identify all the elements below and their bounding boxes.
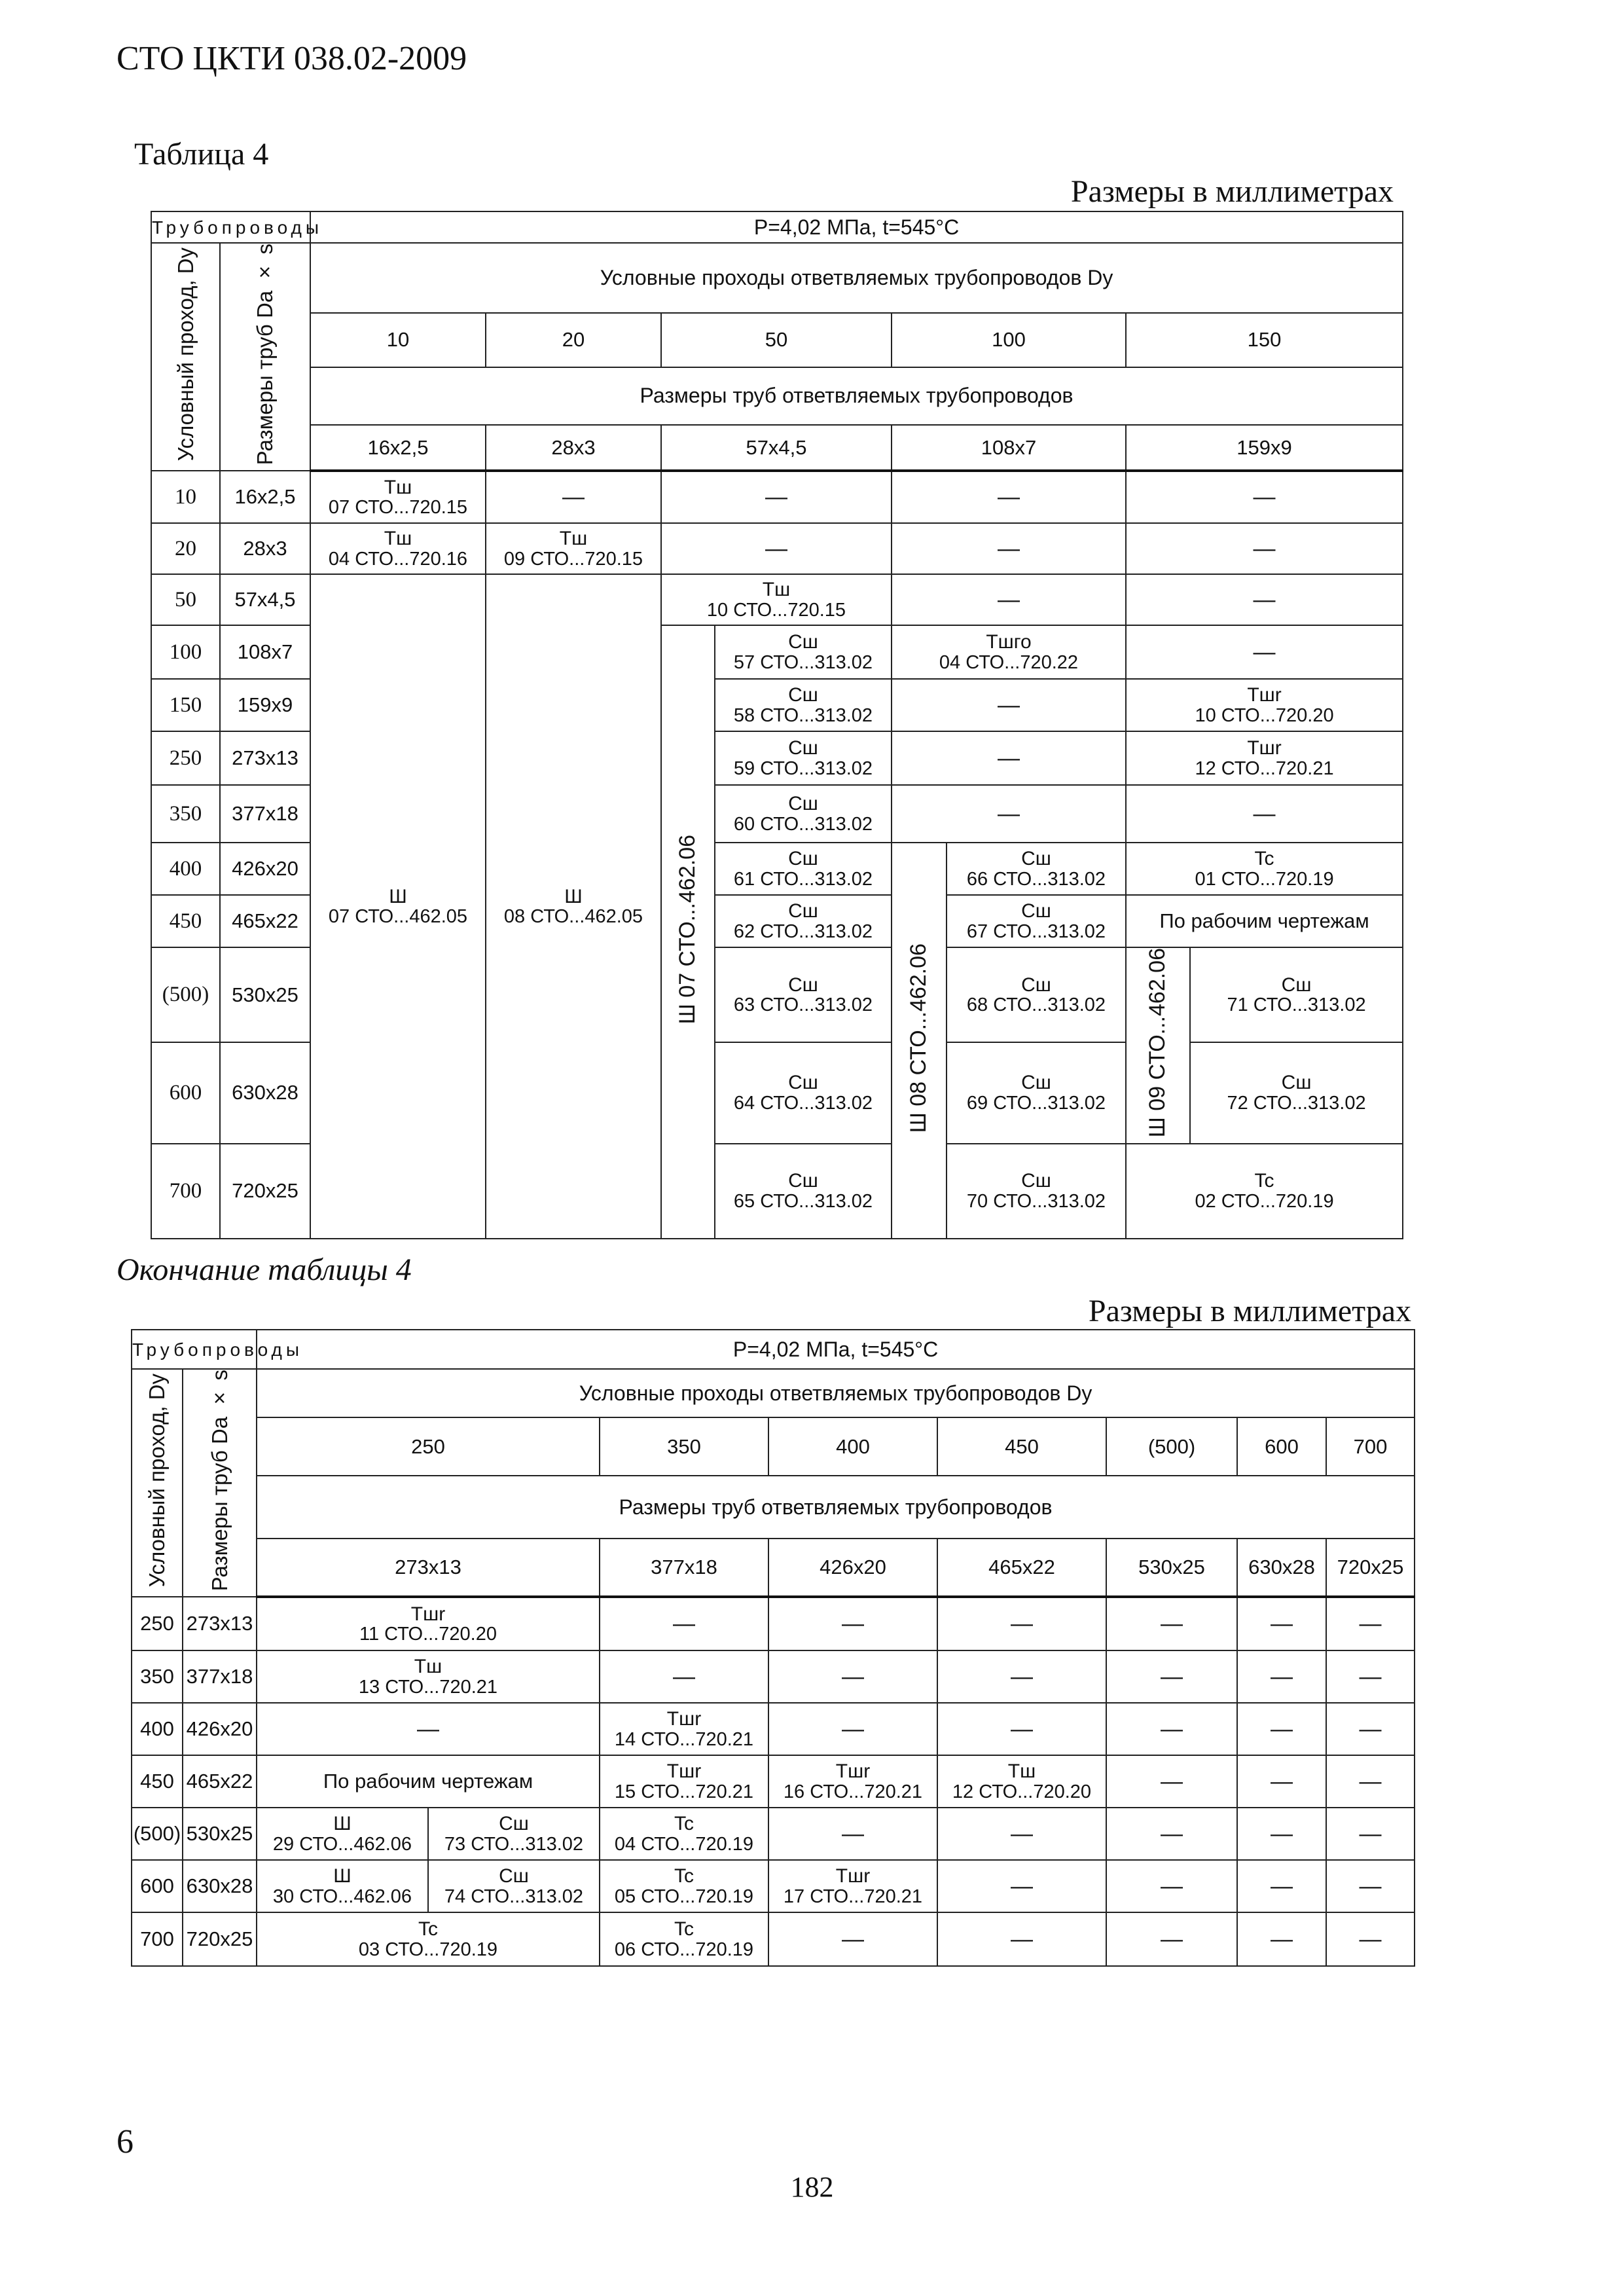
fitting-cell: Tшго 04 СТО...720.22 [892, 625, 1126, 679]
fitting-cell: Tшr 14 СТО...720.21 [600, 1703, 768, 1755]
row-size: 273x13 [183, 1597, 257, 1650]
row-size: 57x4,5 [220, 574, 310, 625]
row-size: 377x18 [183, 1650, 257, 1703]
branch-dy-header: Условные проходы ответвляемых трубопроводов Dy [310, 243, 1403, 313]
empty-cell: — [892, 679, 1126, 731]
table-row [132, 1597, 1415, 1650]
empty-cell: — [1237, 1808, 1326, 1860]
fitting-cell: Сш 63 СТО...313.02 [715, 947, 892, 1042]
fitting-cell: Tc 02 СТО...720.19 [1126, 1144, 1403, 1239]
fitting-cell: Ш 30 СТО...462.06 [257, 1860, 428, 1912]
empty-cell: — [1126, 625, 1403, 679]
empty-cell: — [1237, 1755, 1326, 1808]
working-drawings-cell: По рабочим чертежам [1126, 895, 1403, 947]
row-size: 530x25 [220, 947, 310, 1042]
row-dn: 600 [151, 1042, 220, 1144]
size-header: 16x2,5 [310, 425, 486, 471]
row-size: 273x13 [220, 731, 310, 785]
empty-cell: — [1237, 1860, 1326, 1912]
empty-cell: — [768, 1912, 937, 1966]
fitting-cell: Сш 61 СТО...313.02 [715, 843, 892, 895]
pipelines-label: Трубопроводы [151, 211, 310, 243]
empty-cell: — [1326, 1755, 1415, 1808]
empty-cell: — [937, 1808, 1106, 1860]
size-header: 465x22 [937, 1539, 1106, 1597]
empty-cell: — [937, 1597, 1106, 1650]
table-row [132, 1755, 1415, 1808]
empty-cell: — [1106, 1597, 1237, 1650]
fitting-cell: Сш 70 СТО...313.02 [947, 1144, 1126, 1239]
size-header: 57x4,5 [661, 425, 892, 471]
fitting-cell: Tшr 12 СТО...720.21 [1126, 731, 1403, 785]
size-header: 377x18 [600, 1539, 768, 1597]
row-dn: 100 [151, 625, 220, 679]
empty-cell: — [1326, 1808, 1415, 1860]
empty-cell: — [892, 785, 1126, 843]
dn-header: (500) [1106, 1417, 1237, 1476]
dn-header: 100 [892, 313, 1126, 368]
row-size: 530x25 [183, 1808, 257, 1860]
row-size: 720x25 [220, 1144, 310, 1239]
empty-cell: — [892, 523, 1126, 574]
fitting-cell: Сш 74 СТО...313.02 [428, 1860, 600, 1912]
empty-cell: — [937, 1650, 1106, 1703]
fitting-cell: Tш 13 СТО...720.21 [257, 1650, 600, 1703]
dn-header: 250 [257, 1417, 600, 1476]
fitting-cell: Tш 04 СТО...720.16 [310, 523, 486, 574]
dn-header: 20 [486, 313, 661, 368]
empty-cell: — [892, 471, 1126, 523]
size-header: 273x13 [257, 1539, 600, 1597]
fitting-span-cell: Ш 08 СТО...462.05 [486, 574, 661, 1238]
fitting-cell: Tш 07 СТО...720.15 [310, 471, 486, 523]
table-4 [151, 211, 1403, 1239]
empty-cell: — [1326, 1597, 1415, 1650]
table-4-units: Размеры в миллиметрах [1070, 174, 1394, 209]
empty-cell: — [1106, 1755, 1237, 1808]
empty-cell: — [768, 1597, 937, 1650]
empty-cell: — [1106, 1808, 1237, 1860]
row-size: 108x7 [220, 625, 310, 679]
page-number-center: 182 [790, 2171, 834, 2203]
row-size: 16x2,5 [220, 471, 310, 523]
row-dn: (500) [151, 947, 220, 1042]
row-dn: (500) [132, 1808, 183, 1860]
fitting-cell: Ш 29 СТО...462.06 [257, 1808, 428, 1860]
empty-cell: — [1326, 1650, 1415, 1703]
fitting-cell: Tc 06 СТО...720.19 [600, 1912, 768, 1966]
empty-cell: — [892, 574, 1126, 625]
row-dy-header: Условный проход, Dy [151, 243, 220, 471]
table-row [132, 1860, 1415, 1912]
branch-size-header: Размеры труб ответвляемых трубопроводов [257, 1476, 1415, 1539]
empty-cell: — [1326, 1703, 1415, 1755]
row-dn: 50 [151, 574, 220, 625]
dn-header: 350 [600, 1417, 768, 1476]
row-dn: 400 [132, 1703, 183, 1755]
fitting-span-cell: Ш 09 СТО...462.06 [1126, 947, 1190, 1143]
page-number-left: 6 [117, 2123, 134, 2160]
row-dn: 20 [151, 523, 220, 574]
fitting-cell: Tc 01 СТО...720.19 [1126, 843, 1403, 895]
empty-cell: — [768, 1808, 937, 1860]
row-size: 426x20 [183, 1703, 257, 1755]
row-size: 377x18 [220, 785, 310, 843]
fitting-span-cell: Ш 07 СТО...462.06 [661, 625, 715, 1238]
fitting-cell: Сш 67 СТО...313.02 [947, 895, 1126, 947]
empty-cell: — [892, 731, 1126, 785]
conditions: P=4,02 МПа, t=545°C [310, 211, 1403, 243]
empty-cell: — [1126, 574, 1403, 625]
fitting-span-cell: Ш 07 СТО...462.05 [310, 574, 486, 1238]
row-size: 159x9 [220, 679, 310, 731]
fitting-cell: Сш 65 СТО...313.02 [715, 1144, 892, 1239]
empty-cell: — [600, 1650, 768, 1703]
empty-cell: — [937, 1912, 1106, 1966]
empty-cell: — [486, 471, 661, 523]
empty-cell: — [1126, 523, 1403, 574]
fitting-span-cell: Ш 08 СТО...462.06 [892, 843, 947, 1238]
fitting-cell: Tшr 16 СТО...720.21 [768, 1755, 937, 1808]
fitting-cell: Tш 12 СТО...720.20 [937, 1755, 1106, 1808]
row-size: 630x28 [183, 1860, 257, 1912]
empty-cell: — [937, 1703, 1106, 1755]
fitting-cell: Tш 10 СТО...720.15 [661, 574, 892, 625]
row-dn: 250 [132, 1597, 183, 1650]
table-row [151, 574, 1403, 625]
dn-header: 450 [937, 1417, 1106, 1476]
row-size: 630x28 [220, 1042, 310, 1144]
table-4-label: Таблица 4 [134, 137, 269, 172]
empty-cell: — [1106, 1703, 1237, 1755]
fitting-cell: Tc 04 СТО...720.19 [600, 1808, 768, 1860]
fitting-cell: Сш 69 СТО...313.02 [947, 1042, 1126, 1144]
size-header: 159x9 [1126, 425, 1403, 471]
table-4-continuation-label: Окончание таблицы 4 [117, 1252, 412, 1287]
empty-cell: — [937, 1860, 1106, 1912]
fitting-cell: Сш 71 СТО...313.02 [1190, 947, 1403, 1042]
row-size-header: Размеры труб Da × s [220, 243, 310, 471]
fitting-cell: Сш 64 СТО...313.02 [715, 1042, 892, 1144]
empty-cell: — [1326, 1912, 1415, 1966]
fitting-cell: Сш 57 СТО...313.02 [715, 625, 892, 679]
row-size: 28x3 [220, 523, 310, 574]
size-header: 530x25 [1106, 1539, 1237, 1597]
empty-cell: — [1237, 1703, 1326, 1755]
table-4-continuation-units: Размеры в миллиметрах [1088, 1294, 1411, 1328]
row-dn: 250 [151, 731, 220, 785]
fitting-cell: Tш 09 СТО...720.15 [486, 523, 661, 574]
size-header: 108x7 [892, 425, 1126, 471]
fitting-cell: Tc 03 СТО...720.19 [257, 1912, 600, 1966]
dn-header: 50 [661, 313, 892, 368]
table-row [132, 1703, 1415, 1755]
empty-cell: — [768, 1650, 937, 1703]
fitting-cell: Tшr 17 СТО...720.21 [768, 1860, 937, 1912]
empty-cell: — [1326, 1860, 1415, 1912]
fitting-cell: Tc 05 СТО...720.19 [600, 1860, 768, 1912]
table-row [151, 471, 1403, 523]
document-code: СТО ЦКТИ 038.02-2009 [117, 40, 467, 77]
row-size: 720x25 [183, 1912, 257, 1966]
empty-cell: — [600, 1597, 768, 1650]
fitting-cell: Tшr 10 СТО...720.20 [1126, 679, 1403, 731]
fitting-cell: Сш 58 СТО...313.02 [715, 679, 892, 731]
empty-cell: — [257, 1703, 600, 1755]
pipelines-label: Трубопроводы [132, 1330, 257, 1369]
row-dn: 450 [151, 895, 220, 947]
row-dn: 600 [132, 1860, 183, 1912]
empty-cell: — [661, 471, 892, 523]
row-dn: 450 [132, 1755, 183, 1808]
working-drawings-cell: По рабочим чертежам [257, 1755, 600, 1808]
table-row [151, 523, 1403, 574]
size-header: 720x25 [1326, 1539, 1415, 1597]
row-size: 426x20 [220, 843, 310, 895]
table-row [132, 1912, 1415, 1966]
fitting-cell: Сш 68 СТО...313.02 [947, 947, 1126, 1042]
dn-header: 10 [310, 313, 486, 368]
row-size: 465x22 [183, 1755, 257, 1808]
fitting-cell: Сш 72 СТО...313.02 [1190, 1042, 1403, 1144]
fitting-cell: Сш 59 СТО...313.02 [715, 731, 892, 785]
row-dn: 10 [151, 471, 220, 523]
row-dn: 700 [132, 1912, 183, 1966]
row-dn: 700 [151, 1144, 220, 1239]
row-dn: 400 [151, 843, 220, 895]
row-dn: 350 [132, 1650, 183, 1703]
row-dn: 150 [151, 679, 220, 731]
dn-header: 150 [1126, 313, 1403, 368]
empty-cell: — [1126, 785, 1403, 843]
row-size-header: Размеры труб Da × s [183, 1369, 257, 1597]
dn-header: 400 [768, 1417, 937, 1476]
empty-cell: — [1106, 1912, 1237, 1966]
dn-header: 700 [1326, 1417, 1415, 1476]
size-header: 28x3 [486, 425, 661, 471]
fitting-cell: Сш 66 СТО...313.02 [947, 843, 1126, 895]
table-row [132, 1808, 1415, 1860]
branch-dy-header: Условные проходы ответвляемых трубопроводов Dy [257, 1369, 1415, 1417]
row-dn: 350 [151, 785, 220, 843]
size-header: 426x20 [768, 1539, 937, 1597]
fitting-cell: Tшr 11 СТО...720.20 [257, 1597, 600, 1650]
empty-cell: — [768, 1703, 937, 1755]
fitting-cell: Сш 62 СТО...313.02 [715, 895, 892, 947]
fitting-cell: Сш 60 СТО...313.02 [715, 785, 892, 843]
empty-cell: — [1237, 1912, 1326, 1966]
size-header: 630x28 [1237, 1539, 1326, 1597]
branch-size-header: Размеры труб ответвляемых трубопроводов [310, 367, 1403, 424]
empty-cell: — [1126, 471, 1403, 523]
empty-cell: — [1106, 1650, 1237, 1703]
empty-cell: — [1237, 1650, 1326, 1703]
conditions: P=4,02 МПа, t=545°C [257, 1330, 1415, 1369]
row-size: 465x22 [220, 895, 310, 947]
empty-cell: — [661, 523, 892, 574]
fitting-cell: Сш 73 СТО...313.02 [428, 1808, 600, 1860]
table-4-continuation [131, 1329, 1415, 1967]
dn-header: 600 [1237, 1417, 1326, 1476]
row-dy-header: Условный проход, Dy [132, 1369, 183, 1597]
empty-cell: — [1237, 1597, 1326, 1650]
table-row [132, 1650, 1415, 1703]
fitting-cell: Tшr 15 СТО...720.21 [600, 1755, 768, 1808]
empty-cell: — [1106, 1860, 1237, 1912]
